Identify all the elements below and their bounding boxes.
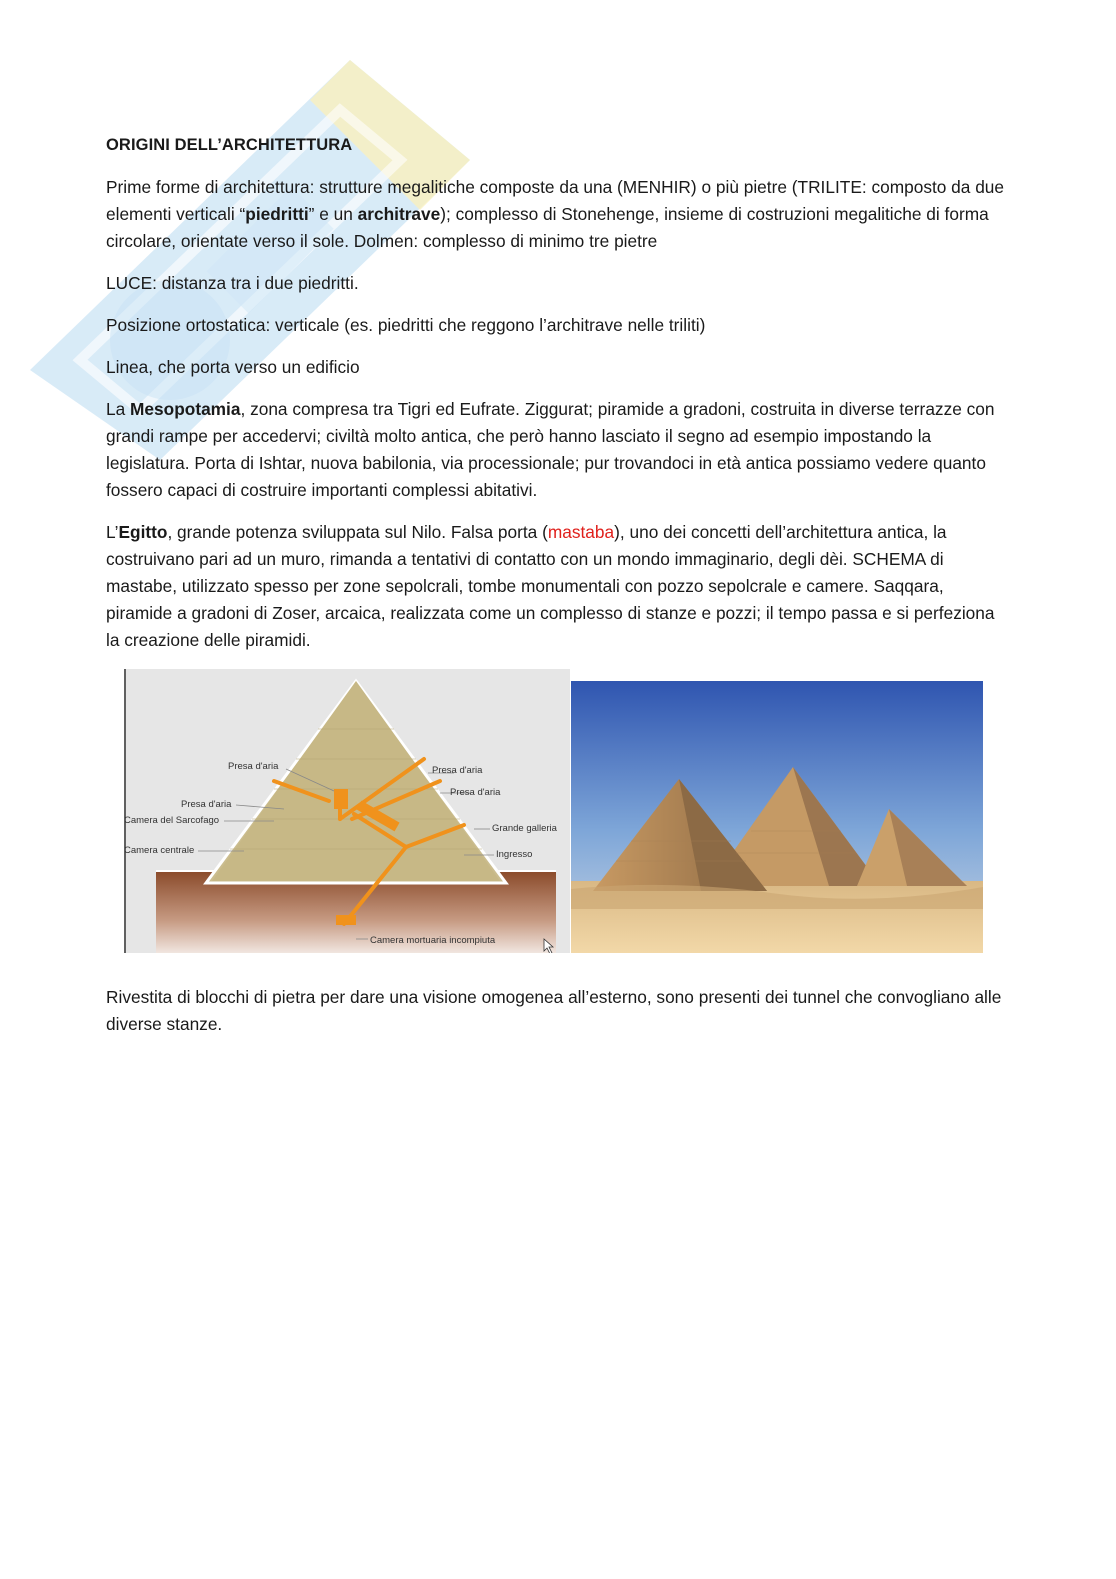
label-camera-centrale: Camera centrale	[124, 845, 195, 856]
pyramids-photo	[571, 681, 983, 953]
paragraph-rivestita: Rivestita di blocchi di pietra per dare una visione omogenea all’esterno, sono presenti dei tunnel che convogliano alle diverse stanze.	[106, 987, 1002, 1034]
paragraph-linea: Linea, che porta verso un edificio	[106, 357, 360, 377]
document-body	[106, 132, 1006, 1053]
paragraph-luce: LUCE: distanza tra i due piedritti.	[106, 273, 359, 293]
page-title: ORIGINI DELL’ARCHITETTURA	[106, 136, 353, 154]
label-grande-galleria: Grande galleria	[492, 823, 557, 834]
paragraph-origins	[106, 174, 1006, 255]
text-span: L’	[106, 522, 119, 542]
label-camera-sarcofago: Camera del Sarcofago	[124, 815, 220, 826]
label-presa-aria: Presa d'aria	[181, 799, 232, 810]
text-span: Prime forme di architettura: strutture megalitiche composte da una (MENHIR) o più pietre (TRILITE: composto da due elementi verticali “	[106, 177, 1005, 224]
paragraph-egitto	[106, 519, 1006, 654]
paragraph-mesopotamia	[106, 396, 1006, 504]
text-span: ” e un	[308, 204, 358, 224]
bold-term-mesopotamia: Mesopotamia	[130, 399, 241, 419]
text-span: , zona compresa tra Tigri ed Eufrate. Ziggurat; piramide a gradoni, costruita in diverse terrazze con grandi rampe per accedervi; civiltà molto antica, che però hanno lasciato il segno ad esempio impostando la legislatura. Porta di Ishtar, nuova babilonia, via processionale; pur trovandoci in età antica possiamo vedere quanto fossero capaci di costruire importanti complessi abitativi.	[106, 399, 995, 500]
text-span: , grande potenza sviluppata sul Nilo. Falsa porta (	[167, 522, 548, 542]
pyramid-cross-section-diagram	[124, 669, 570, 953]
label-presa-aria: Presa d'aria	[228, 761, 279, 772]
figures-row	[106, 669, 1006, 969]
label-presa-aria: Presa d'aria	[432, 765, 483, 776]
bold-term-architrave: architrave	[357, 204, 441, 224]
bold-term-egitto: Egitto	[118, 522, 168, 542]
bold-term-piedritti: piedritti	[245, 204, 309, 224]
label-camera-mortuaria: Camera mortuaria incompiuta	[370, 935, 496, 946]
paragraph-ortostatica: Posizione ortostatica: verticale (es. piedritti che reggono l’architrave nelle triliti)	[106, 315, 706, 335]
label-presa-aria: Presa d'aria	[450, 787, 501, 798]
text-span: ), uno dei concetti dell’architettura antica, la costruivano pari ad un muro, rimanda a tentativi di contatto con un mondo immaginario, degli dèi. SCHEMA di mastabe, utilizzato spesso per zone sepolcrali, tombe monumentali con pozzo sepolcrale e camere. Saqqara, piramide a gradoni di Zoser, arcaica, realizzata come un complesso di stanze e pozzi; il tempo passa e si perfeziona la creazione delle piramidi.	[106, 522, 995, 650]
label-ingresso: Ingresso	[496, 849, 533, 860]
text-span: ); complesso di Stonehenge, insieme di costruzioni megalitiche di forma circolare, orientate verso il sole. Dolmen: complesso di minimo tre pietre	[106, 204, 989, 251]
text-span: La	[106, 399, 131, 419]
link-mastaba[interactable]: mastaba	[547, 522, 615, 542]
